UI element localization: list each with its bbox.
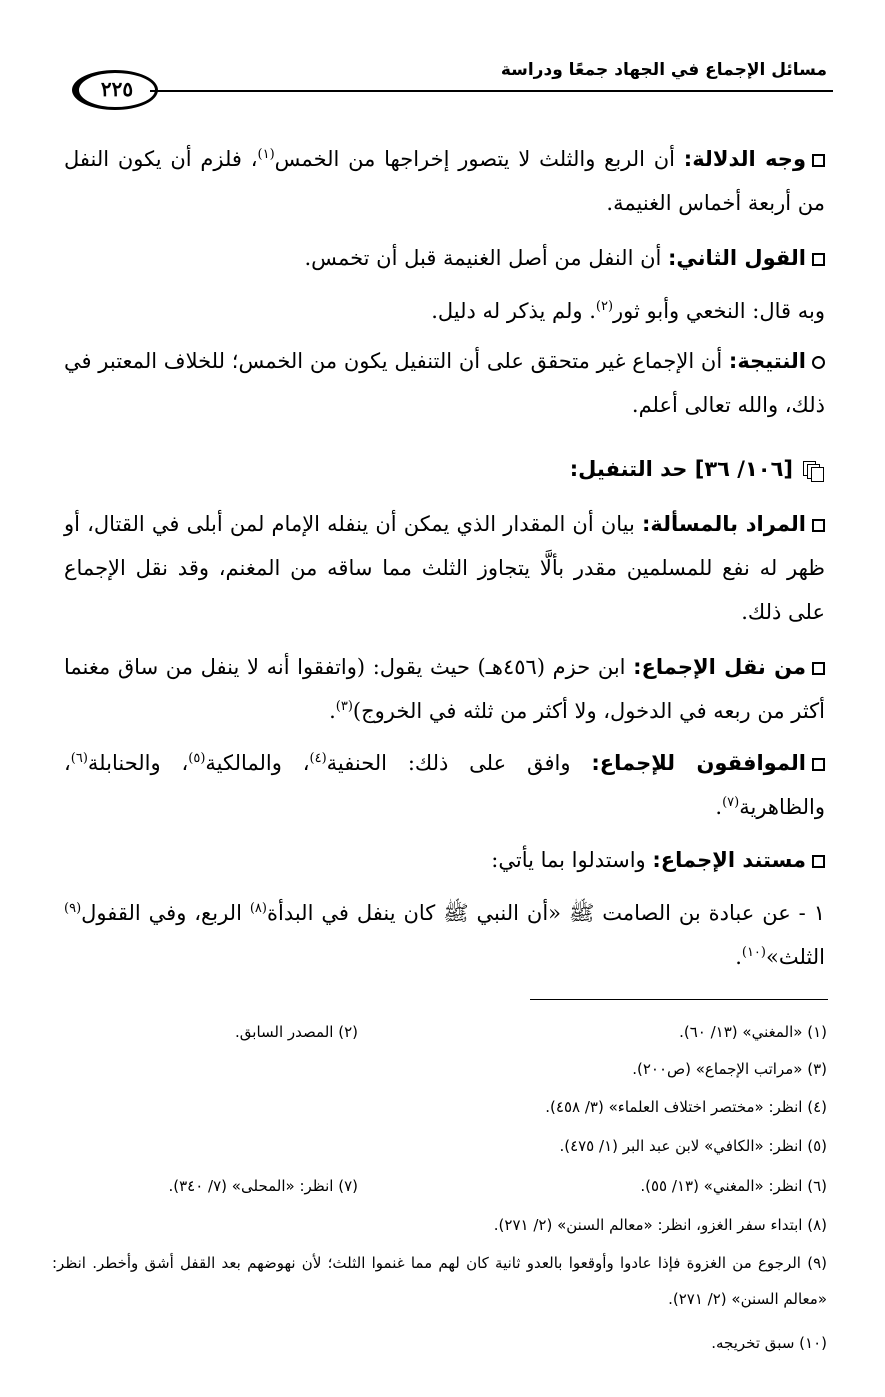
footnote-ref: (٢) — [595, 299, 614, 314]
square-bullet-icon — [812, 662, 825, 675]
paragraph-result — [64, 339, 825, 427]
paragraph-text: ١ - عن عبادة بن الصامت — [594, 901, 825, 925]
footnote-ref: (١٠) — [741, 945, 766, 960]
paragraph-text: . — [715, 795, 723, 819]
paragraph-text: «أن النبي — [468, 901, 569, 925]
footnote-1: (١) «المغني» (١٣/ ٦٠). — [679, 1023, 827, 1041]
paragraph-text: ، والظاهرية — [64, 751, 825, 819]
paragraph-lead: النتيجة: — [728, 349, 806, 373]
header-rule — [150, 90, 833, 92]
square-bullet-icon — [812, 519, 825, 532]
honorific-glyph: ﷺ — [568, 901, 595, 925]
paragraph-text: أن الربع والثلث لا يتصور إخراجها من الخمس — [274, 147, 684, 171]
footnote-5: (٥) انظر: «الكافي» لابن عبد البر (١/ ٤٧٥). — [559, 1137, 827, 1155]
paragraph-text: الثلث» — [766, 945, 825, 969]
footnote-ref: (٧) — [722, 795, 740, 810]
paragraph-text: كان ينفل في البدأة — [266, 901, 444, 925]
paragraph-text: الربع، وفي القفول — [81, 901, 250, 925]
footnote-ref: (١) — [257, 147, 275, 162]
paragraph-issue-meaning — [64, 502, 825, 634]
section-heading — [64, 447, 825, 491]
running-header-title: مسائل الإجماع في الجهاد جمعًا ودراسة — [500, 60, 827, 80]
circle-bullet-icon — [812, 356, 825, 369]
footnote-separator — [530, 999, 828, 1000]
footnote-ref: (٩) — [64, 901, 82, 916]
square-bullet-icon — [812, 855, 825, 868]
section-heading-text: [١٠٦/ ٣٦] حد التنفيل: — [569, 457, 793, 481]
page-number: ٢٢٥ — [72, 70, 158, 110]
footnote-10: (١٠) سبق تخريجه. — [711, 1334, 827, 1352]
paragraph-text: ، فلزم أن يكون النفل من أربعة أخماس الغنيمة. — [64, 147, 825, 215]
footnote-ref: (٤) — [309, 751, 327, 766]
footnote-8: (٨) ابتداء سفر الغزو، انظر: «معالم السنن» (٢/ ٢٧١). — [493, 1216, 827, 1234]
paragraph-text: وبه قال: النخعي وأبو ثور — [613, 299, 825, 323]
footnote-3: (٣) «مراتب الإجماع» (ص٢٠٠). — [632, 1060, 827, 1078]
documents-icon — [803, 461, 825, 481]
paragraph-lead: الموافقون للإجماع: — [591, 751, 806, 775]
paragraph-text: أن النفل من أصل الغنيمة قبل أن تخمس. — [304, 246, 669, 270]
footnote-4: (٤) انظر: «مختصر اختلاف العلماء» (٣/ ٤٥٨). — [545, 1098, 827, 1116]
footnote-7: (٧) انظر: «المحلى» (٧/ ٣٤٠). — [168, 1177, 358, 1195]
paragraph-proponents — [64, 289, 825, 333]
paragraph-text: ابن حزم (٤٥٦هـ) حيث يقول: (واتفقوا أنه لا ينفل من ساق مغنما أكثر من ربعه في الدخول، ولا أكثر من ثلثه في الخروج) — [64, 655, 825, 723]
footnote-9: (٩) الرجوع من الغزوة فإذا عادوا وأوقعوا بالعدو ثانية كان لهم مما غنموا الثلث؛ لأن نهوضهم بعد القفل أشق وأخطر. انظر: «معالم السنن» (٢/ ٢٧١). — [52, 1254, 827, 1308]
paragraph-second-opinion — [64, 236, 825, 280]
paragraph-lead: المراد بالمسألة: — [641, 512, 806, 536]
footnote-ref: (٥) — [188, 751, 206, 766]
paragraph-consensus-basis — [64, 838, 825, 882]
paragraph-consensus-narrators — [64, 645, 825, 733]
footnote-6: (٦) انظر: «المغني» (١٣/ ٥٥). — [640, 1177, 827, 1195]
honorific-glyph: ﷺ — [443, 901, 469, 925]
paragraph-lead: القول الثاني: — [668, 246, 806, 270]
footnote-ref: (٨) — [249, 901, 267, 916]
paragraph-text: ، والمالكية — [205, 751, 310, 775]
square-bullet-icon — [812, 758, 825, 771]
paragraph-text: أن الإجماع غير متحقق على أن التنفيل يكون من الخمس؛ للخلاف المعتبر في ذلك، والله تعالى أعلم. — [64, 349, 825, 417]
paragraph-text: بيان أن المقدار الذي يمكن أن ينفله الإمام لمن أبلى في القتال، أو ظهر له نفع للمسلمين مقدر بألَّا يتجاوز الثلث مما ساقه من المغنم، وقد نقل الإجماع على ذلك. — [64, 512, 825, 624]
paragraph-text: . ولم يذكر له دليل. — [431, 299, 596, 323]
paragraph-text: ، والحنابلة — [87, 751, 189, 775]
paragraph-evidence-aspect — [64, 137, 825, 225]
paragraph-text: وافق على ذلك: الحنفية — [326, 751, 592, 775]
square-bullet-icon — [812, 154, 825, 167]
square-bullet-icon — [812, 253, 825, 266]
paragraph-text: واستدلوا بما يأتي: — [491, 848, 653, 872]
footnote-ref: (٣) — [335, 699, 353, 714]
paragraph-lead: من نقل الإجماع: — [633, 655, 806, 679]
footnote-ref: (٦) — [70, 751, 88, 766]
paragraph-concurring — [64, 741, 825, 829]
paragraph-hadith — [64, 891, 825, 979]
paragraph-text: . — [329, 699, 336, 723]
paragraph-text: . — [735, 945, 742, 969]
paragraph-lead: مستند الإجماع: — [652, 848, 806, 872]
paragraph-lead: وجه الدلالة: — [683, 147, 806, 171]
footnote-2: (٢) المصدر السابق. — [235, 1023, 358, 1041]
